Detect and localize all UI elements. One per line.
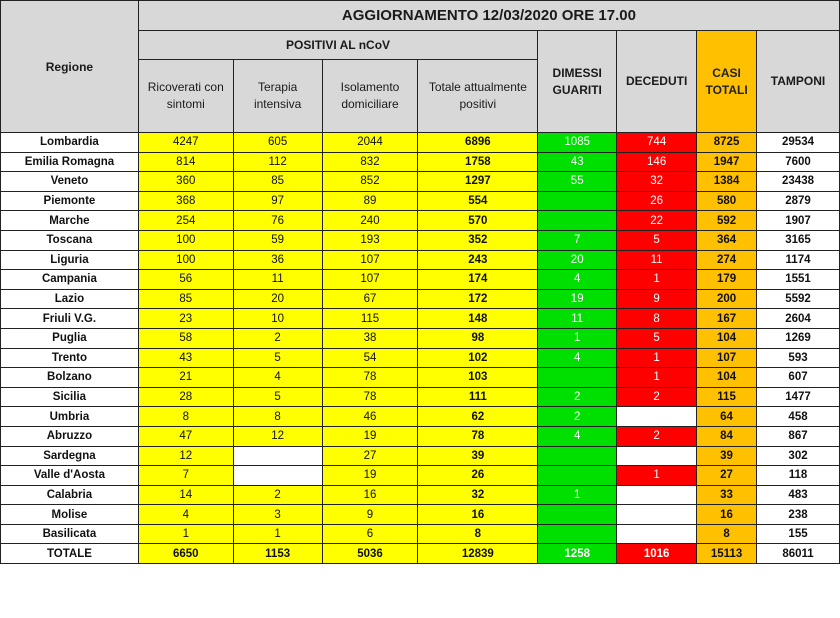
report-title: AGGIORNAMENTO 12/03/2020 ORE 17.00 <box>138 1 839 31</box>
ricoverati-cell: 254 <box>138 211 233 231</box>
casi-totali-cell: 592 <box>697 211 757 231</box>
table-body <box>1 133 840 564</box>
isolamento-cell: 9 <box>322 505 418 525</box>
terapia-cell: 112 <box>233 152 322 172</box>
totale-positivi-cell: 352 <box>418 230 538 250</box>
isolamento-cell: 89 <box>322 191 418 211</box>
dimessi-cell <box>538 211 617 231</box>
dimessi-cell: 1258 <box>538 544 617 564</box>
terapia-cell: 3 <box>233 505 322 525</box>
ricoverati-cell: 4247 <box>138 133 233 153</box>
dimessi-cell: 1 <box>538 485 617 505</box>
casi-totali-cell: 104 <box>697 328 757 348</box>
totale-positivi-cell: 12839 <box>418 544 538 564</box>
ricoverati-cell: 85 <box>138 289 233 309</box>
tamponi-cell: 1174 <box>757 250 840 270</box>
totale-positivi-cell: 174 <box>418 270 538 290</box>
casi-totali-cell: 16 <box>697 505 757 525</box>
table-row <box>1 270 840 290</box>
deceduti-cell <box>617 505 697 525</box>
casi-totali-cell: 8 <box>697 524 757 544</box>
region-cell: Lazio <box>1 289 139 309</box>
ricoverati-cell: 7 <box>138 466 233 486</box>
dimessi-cell: 4 <box>538 426 617 446</box>
casi-totali-cell: 1947 <box>697 152 757 172</box>
ricoverati-cell: 56 <box>138 270 233 290</box>
isolamento-cell: 115 <box>322 309 418 329</box>
ricoverati-cell: 21 <box>138 368 233 388</box>
totale-positivi-cell: 1297 <box>418 172 538 192</box>
terapia-cell: 76 <box>233 211 322 231</box>
dimessi-cell: 2 <box>538 407 617 427</box>
region-cell: Sicilia <box>1 387 139 407</box>
dimessi-cell: 4 <box>538 348 617 368</box>
dimessi-cell: 7 <box>538 230 617 250</box>
dimessi-cell <box>538 191 617 211</box>
ricoverati-cell: 14 <box>138 485 233 505</box>
isolamento-cell: 107 <box>322 250 418 270</box>
isolamento-cell: 78 <box>322 387 418 407</box>
deceduti-cell: 2 <box>617 387 697 407</box>
terapia-cell: 4 <box>233 368 322 388</box>
totale-positivi-cell: 243 <box>418 250 538 270</box>
isolamento-cell: 38 <box>322 328 418 348</box>
totale-positivi-cell: 39 <box>418 446 538 466</box>
header-ricoverati: Ricoverati con sintomi <box>138 60 233 133</box>
table-row <box>1 466 840 486</box>
casi-totali-cell: 27 <box>697 466 757 486</box>
region-cell: Toscana <box>1 230 139 250</box>
header-deceduti: DECEDUTI <box>617 31 697 133</box>
totale-positivi-cell: 1758 <box>418 152 538 172</box>
tamponi-cell: 23438 <box>757 172 840 192</box>
isolamento-cell: 193 <box>322 230 418 250</box>
ricoverati-cell: 814 <box>138 152 233 172</box>
isolamento-cell: 852 <box>322 172 418 192</box>
isolamento-cell: 27 <box>322 446 418 466</box>
ricoverati-cell: 100 <box>138 250 233 270</box>
region-cell: Piemonte <box>1 191 139 211</box>
terapia-cell: 11 <box>233 270 322 290</box>
totale-positivi-cell: 102 <box>418 348 538 368</box>
tamponi-cell: 3165 <box>757 230 840 250</box>
isolamento-cell: 67 <box>322 289 418 309</box>
ricoverati-cell: 28 <box>138 387 233 407</box>
deceduti-cell: 1 <box>617 368 697 388</box>
tamponi-cell: 2879 <box>757 191 840 211</box>
tamponi-cell: 29534 <box>757 133 840 153</box>
casi-totali-cell: 15113 <box>697 544 757 564</box>
tamponi-cell: 867 <box>757 426 840 446</box>
totale-positivi-cell: 172 <box>418 289 538 309</box>
isolamento-cell: 16 <box>322 485 418 505</box>
header-casi-totali: CASI TOTALI <box>697 31 757 133</box>
table-row <box>1 309 840 329</box>
terapia-cell: 59 <box>233 230 322 250</box>
deceduti-cell: 26 <box>617 191 697 211</box>
casi-totali-cell: 1384 <box>697 172 757 192</box>
totale-positivi-cell: 78 <box>418 426 538 446</box>
terapia-cell: 5 <box>233 348 322 368</box>
region-cell: TOTALE <box>1 544 139 564</box>
table-row <box>1 505 840 525</box>
header-terapia: Terapia intensiva <box>233 60 322 133</box>
deceduti-cell: 32 <box>617 172 697 192</box>
dimessi-cell <box>538 505 617 525</box>
terapia-cell: 85 <box>233 172 322 192</box>
deceduti-cell: 1016 <box>617 544 697 564</box>
terapia-cell: 12 <box>233 426 322 446</box>
isolamento-cell: 6 <box>322 524 418 544</box>
casi-totali-cell: 580 <box>697 191 757 211</box>
header-tamponi: TAMPONI <box>757 31 840 133</box>
table-row <box>1 152 840 172</box>
dimessi-cell: 20 <box>538 250 617 270</box>
casi-totali-cell: 179 <box>697 270 757 290</box>
totale-positivi-cell: 6896 <box>418 133 538 153</box>
region-cell: Liguria <box>1 250 139 270</box>
deceduti-cell: 9 <box>617 289 697 309</box>
table-row <box>1 230 840 250</box>
region-cell: Marche <box>1 211 139 231</box>
deceduti-cell <box>617 446 697 466</box>
isolamento-cell: 54 <box>322 348 418 368</box>
region-cell: Trento <box>1 348 139 368</box>
dimessi-cell: 1 <box>538 328 617 348</box>
tamponi-cell: 2604 <box>757 309 840 329</box>
deceduti-cell: 1 <box>617 270 697 290</box>
casi-totali-cell: 64 <box>697 407 757 427</box>
table-row <box>1 387 840 407</box>
totale-positivi-cell: 8 <box>418 524 538 544</box>
deceduti-cell: 5 <box>617 230 697 250</box>
region-cell: Emilia Romagna <box>1 152 139 172</box>
region-cell: Sardegna <box>1 446 139 466</box>
casi-totali-cell: 39 <box>697 446 757 466</box>
ricoverati-cell: 360 <box>138 172 233 192</box>
terapia-cell: 2 <box>233 485 322 505</box>
tamponi-cell: 458 <box>757 407 840 427</box>
region-cell: Bolzano <box>1 368 139 388</box>
tamponi-cell: 1269 <box>757 328 840 348</box>
deceduti-cell: 5 <box>617 328 697 348</box>
totale-positivi-cell: 32 <box>418 485 538 505</box>
table-row <box>1 426 840 446</box>
tamponi-cell: 155 <box>757 524 840 544</box>
terapia-cell: 1 <box>233 524 322 544</box>
tamponi-cell: 607 <box>757 368 840 388</box>
dimessi-cell <box>538 446 617 466</box>
terapia-cell: 10 <box>233 309 322 329</box>
table-row <box>1 250 840 270</box>
ricoverati-cell: 6650 <box>138 544 233 564</box>
tamponi-cell: 1907 <box>757 211 840 231</box>
ricoverati-cell: 368 <box>138 191 233 211</box>
deceduti-cell: 11 <box>617 250 697 270</box>
terapia-cell: 97 <box>233 191 322 211</box>
isolamento-cell: 107 <box>322 270 418 290</box>
region-cell: Friuli V.G. <box>1 309 139 329</box>
casi-totali-cell: 104 <box>697 368 757 388</box>
ricoverati-cell: 8 <box>138 407 233 427</box>
terapia-cell: 605 <box>233 133 322 153</box>
region-cell: Abruzzo <box>1 426 139 446</box>
tamponi-cell: 302 <box>757 446 840 466</box>
dimessi-cell: 4 <box>538 270 617 290</box>
tamponi-cell: 483 <box>757 485 840 505</box>
isolamento-cell: 19 <box>322 426 418 446</box>
deceduti-cell <box>617 407 697 427</box>
deceduti-cell: 1 <box>617 466 697 486</box>
tamponi-cell: 238 <box>757 505 840 525</box>
totale-positivi-cell: 26 <box>418 466 538 486</box>
table-row <box>1 328 840 348</box>
totale-positivi-cell: 111 <box>418 387 538 407</box>
casi-totali-cell: 33 <box>697 485 757 505</box>
terapia-cell: 1153 <box>233 544 322 564</box>
deceduti-cell: 1 <box>617 348 697 368</box>
dimessi-cell: 2 <box>538 387 617 407</box>
dimessi-cell: 55 <box>538 172 617 192</box>
totale-positivi-cell: 103 <box>418 368 538 388</box>
table-row <box>1 485 840 505</box>
header-isolamento: Isolamento domiciliare <box>322 60 418 133</box>
isolamento-cell: 240 <box>322 211 418 231</box>
totale-positivi-cell: 98 <box>418 328 538 348</box>
region-cell: Valle d'Aosta <box>1 466 139 486</box>
isolamento-cell: 5036 <box>322 544 418 564</box>
table-row <box>1 172 840 192</box>
tamponi-cell: 86011 <box>757 544 840 564</box>
table-row <box>1 289 840 309</box>
totale-positivi-cell: 148 <box>418 309 538 329</box>
casi-totali-cell: 364 <box>697 230 757 250</box>
ricoverati-cell: 47 <box>138 426 233 446</box>
dimessi-cell: 11 <box>538 309 617 329</box>
header-dimessi: DIMESSI GUARITI <box>538 31 617 133</box>
ricoverati-cell: 58 <box>138 328 233 348</box>
tamponi-cell: 1551 <box>757 270 840 290</box>
terapia-cell <box>233 466 322 486</box>
casi-totali-cell: 167 <box>697 309 757 329</box>
isolamento-cell: 2044 <box>322 133 418 153</box>
ricoverati-cell: 23 <box>138 309 233 329</box>
region-cell: Calabria <box>1 485 139 505</box>
table-row <box>1 368 840 388</box>
ricoverati-cell: 43 <box>138 348 233 368</box>
region-cell: Molise <box>1 505 139 525</box>
table-row <box>1 211 840 231</box>
casi-totali-cell: 200 <box>697 289 757 309</box>
casi-totali-cell: 274 <box>697 250 757 270</box>
region-cell: Puglia <box>1 328 139 348</box>
casi-totali-cell: 115 <box>697 387 757 407</box>
terapia-cell: 8 <box>233 407 322 427</box>
region-cell: Umbria <box>1 407 139 427</box>
tamponi-cell: 5592 <box>757 289 840 309</box>
totale-positivi-cell: 554 <box>418 191 538 211</box>
casi-totali-cell: 84 <box>697 426 757 446</box>
deceduti-cell: 146 <box>617 152 697 172</box>
totale-positivi-cell: 16 <box>418 505 538 525</box>
tamponi-cell: 7600 <box>757 152 840 172</box>
deceduti-cell: 22 <box>617 211 697 231</box>
totale-positivi-cell: 62 <box>418 407 538 427</box>
totale-positivi-cell: 570 <box>418 211 538 231</box>
tamponi-cell: 593 <box>757 348 840 368</box>
header-totale-positivi: Totale attualmente positivi <box>418 60 538 133</box>
table-row <box>1 191 840 211</box>
ricoverati-cell: 100 <box>138 230 233 250</box>
casi-totali-cell: 8725 <box>697 133 757 153</box>
deceduti-cell <box>617 485 697 505</box>
table-row <box>1 133 840 153</box>
region-cell: Lombardia <box>1 133 139 153</box>
deceduti-cell: 8 <box>617 309 697 329</box>
ricoverati-cell: 12 <box>138 446 233 466</box>
table-total-row <box>1 544 840 564</box>
table-row <box>1 524 840 544</box>
dimessi-cell <box>538 466 617 486</box>
header-regione: Regione <box>1 1 139 133</box>
terapia-cell: 36 <box>233 250 322 270</box>
deceduti-cell: 744 <box>617 133 697 153</box>
table-row <box>1 407 840 427</box>
terapia-cell: 5 <box>233 387 322 407</box>
header-positivi-group: POSITIVI AL nCoV <box>138 31 537 60</box>
isolamento-cell: 46 <box>322 407 418 427</box>
table-row <box>1 348 840 368</box>
isolamento-cell: 832 <box>322 152 418 172</box>
dimessi-cell <box>538 368 617 388</box>
deceduti-cell <box>617 524 697 544</box>
ricoverati-cell: 1 <box>138 524 233 544</box>
region-cell: Basilicata <box>1 524 139 544</box>
tamponi-cell: 1477 <box>757 387 840 407</box>
isolamento-cell: 19 <box>322 466 418 486</box>
deceduti-cell: 2 <box>617 426 697 446</box>
terapia-cell: 2 <box>233 328 322 348</box>
terapia-cell <box>233 446 322 466</box>
isolamento-cell: 78 <box>322 368 418 388</box>
table-row <box>1 446 840 466</box>
terapia-cell: 20 <box>233 289 322 309</box>
tamponi-cell: 118 <box>757 466 840 486</box>
dimessi-cell: 19 <box>538 289 617 309</box>
ricoverati-cell: 4 <box>138 505 233 525</box>
region-cell: Campania <box>1 270 139 290</box>
casi-totali-cell: 107 <box>697 348 757 368</box>
region-cell: Veneto <box>1 172 139 192</box>
dimessi-cell <box>538 524 617 544</box>
dimessi-cell: 1085 <box>538 133 617 153</box>
dimessi-cell: 43 <box>538 152 617 172</box>
